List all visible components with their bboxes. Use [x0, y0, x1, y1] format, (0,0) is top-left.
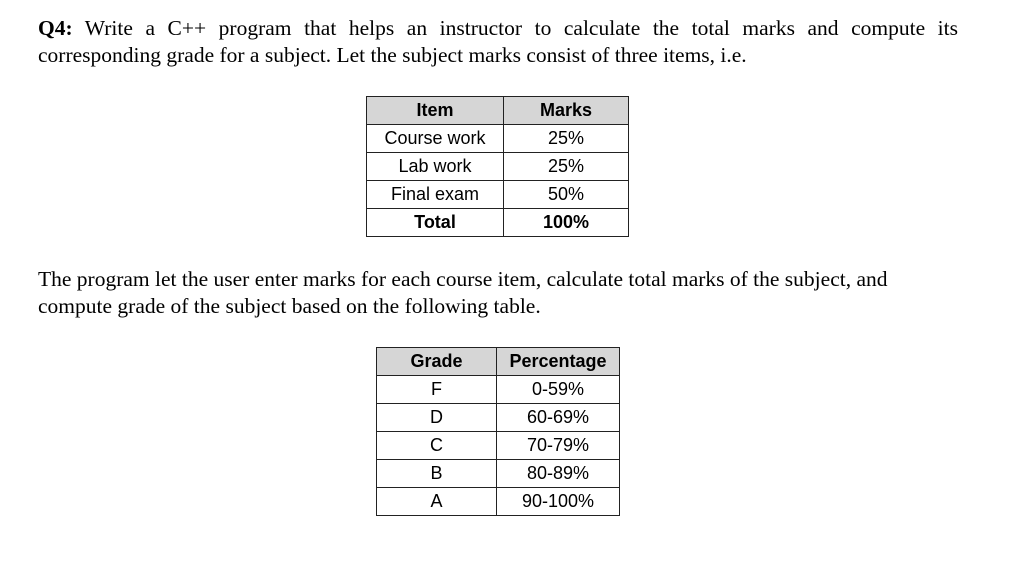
grade-header-percentage: Percentage: [497, 348, 620, 376]
marks-total-row: [367, 209, 629, 237]
table-row: [367, 125, 629, 153]
grade-header-grade: Grade: [377, 348, 497, 376]
table-row: [377, 404, 620, 432]
question-text-1: Write a C++ program that helps an instructor to calculate the total marks and compute its: [72, 16, 958, 40]
grade-range-cell: 80-89%: [497, 460, 620, 488]
grade-letter-cell: D: [377, 404, 497, 432]
grade-letter-cell: F: [377, 376, 497, 404]
table-row: [377, 488, 620, 516]
marks-total-value: 100%: [504, 209, 629, 237]
marks-item-cell: Course work: [367, 125, 504, 153]
marks-header-marks: Marks: [504, 97, 629, 125]
grade-range-cell: 60-69%: [497, 404, 620, 432]
question-paragraph: [38, 15, 958, 69]
table-row: [367, 181, 629, 209]
marks-item-cell: Final exam: [367, 181, 504, 209]
marks-item-cell: Lab work: [367, 153, 504, 181]
grade-table-header-row: [377, 348, 620, 376]
grade-range-cell: 70-79%: [497, 432, 620, 460]
grade-range-cell: 0-59%: [497, 376, 620, 404]
table-row: [377, 376, 620, 404]
grade-letter-cell: C: [377, 432, 497, 460]
question-line-2: corresponding grade for a subject. Let the subject marks consist of three items, i.e.: [38, 43, 747, 67]
instruction-line-1: The program let the user enter marks for each course item, calculate total marks of the subject, and: [38, 267, 888, 291]
marks-value-cell: 25%: [504, 153, 629, 181]
marks-total-label: Total: [367, 209, 504, 237]
question-label: Q4:: [38, 16, 73, 40]
marks-table-header-row: [367, 97, 629, 125]
marks-value-cell: 25%: [504, 125, 629, 153]
grade-letter-cell: B: [377, 460, 497, 488]
grade-table: [376, 347, 620, 516]
marks-value-cell: 50%: [504, 181, 629, 209]
instruction-line-2: compute grade of the subject based on the following table.: [38, 294, 541, 318]
grade-letter-cell: A: [377, 488, 497, 516]
table-row: [367, 153, 629, 181]
table-row: [377, 432, 620, 460]
instruction-paragraph: [38, 266, 958, 320]
marks-table: [366, 96, 629, 237]
table-row: [377, 460, 620, 488]
question-line-1: [38, 15, 958, 42]
marks-header-item: Item: [367, 97, 504, 125]
grade-range-cell: 90-100%: [497, 488, 620, 516]
